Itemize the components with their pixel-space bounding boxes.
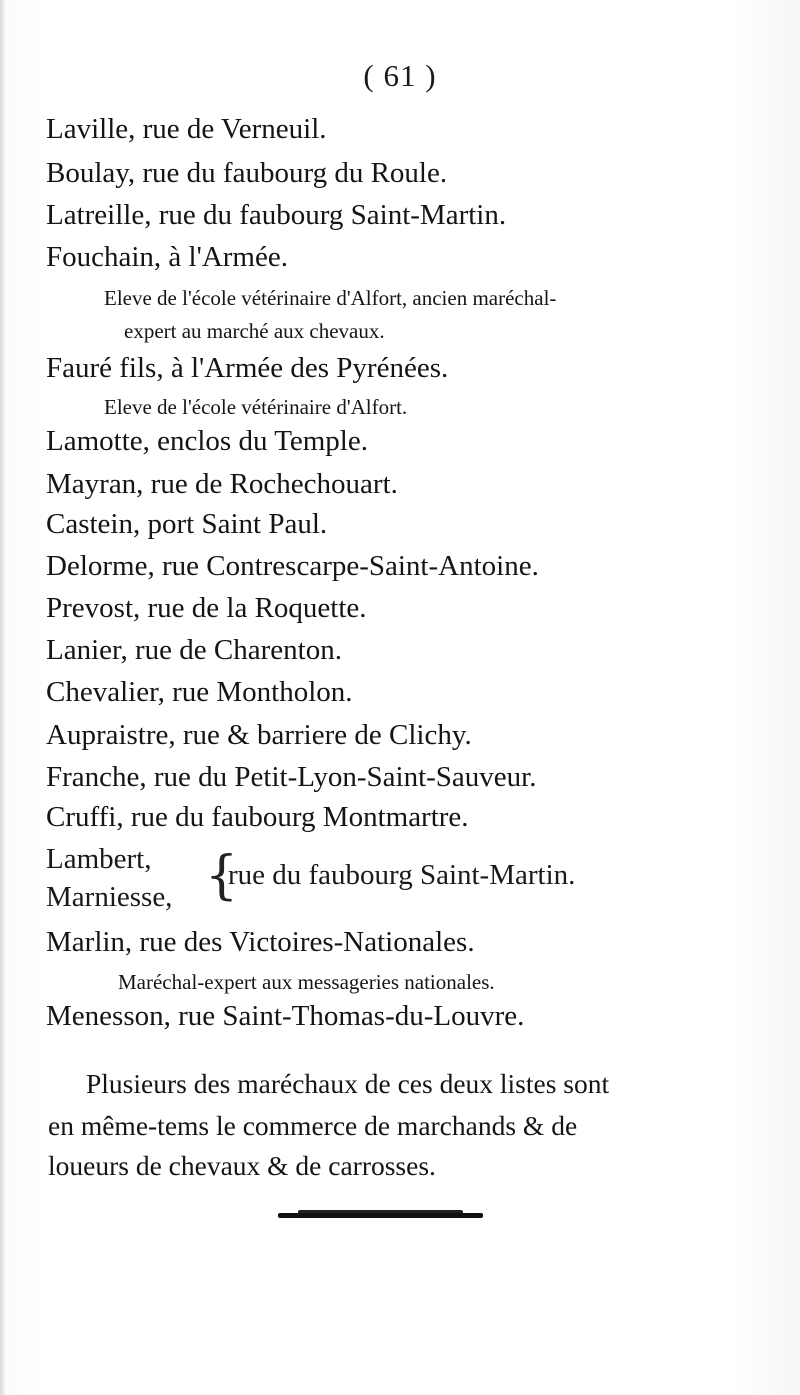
entry-line: Franche, rue du Petit-Lyon-Saint-Sauveur.: [46, 761, 537, 793]
brace-name: Marniesse,: [46, 881, 173, 913]
entry-note: Eleve de l'école vétérinaire d'Alfort.: [104, 395, 408, 419]
entry-line: Lanier, rue de Charenton.: [46, 634, 342, 666]
entry-line: Marlin, rue des Victoires-Nationales.: [46, 926, 475, 958]
page-number: ( 61 ): [363, 58, 437, 93]
entry-line: Fauré fils, à l'Armée des Pyrénées.: [46, 352, 449, 384]
curly-brace-icon: {: [205, 846, 239, 906]
entry-line: Latreille, rue du faubourg Saint-Martin.: [46, 199, 507, 231]
entry-line: Laville, rue de Verneuil.: [46, 113, 327, 145]
entry-line: Cruffi, rue du faubourg Montmartre.: [46, 801, 469, 833]
entry-line: Castein, port Saint Paul.: [46, 508, 328, 540]
entry-line: Prevost, rue de la Roquette.: [46, 592, 367, 624]
entry-note: Maréchal-expert aux messageries nationales.: [118, 970, 495, 994]
entry-line: Delorme, rue Contrescarpe-Saint-Antoine.: [46, 550, 539, 582]
entry-line: Boulay, rue du faubourg du Roule.: [46, 157, 448, 189]
brace-name: Lambert,: [46, 843, 152, 875]
entry-line: Menesson, rue Saint-Thomas-du-Louvre.: [46, 1000, 525, 1032]
entry-line: Chevalier, rue Montholon.: [46, 676, 353, 708]
brace-street: rue du faubourg Saint-Martin.: [228, 859, 576, 891]
ornamental-rule: [278, 1213, 483, 1218]
paragraph-line: en même-tems le commerce de marchands & de: [48, 1110, 578, 1141]
brace-names: [46, 840, 172, 916]
paragraph-line: Plusieurs des maréchaux de ces deux listes sont: [86, 1068, 610, 1099]
page-edge-shadow: [0, 0, 6, 1395]
entry-line: Mayran, rue de Rochechouart.: [46, 468, 398, 500]
entry-line: Fouchain, à l'Armée.: [46, 241, 288, 273]
entry-line: Aupraistre, rue & barriere de Clichy.: [46, 719, 472, 751]
entry-note: Eleve de l'école vétérinaire d'Alfort, ancien maréchal-: [104, 286, 557, 310]
entry-note: expert au marché aux chevaux.: [124, 319, 385, 343]
paragraph-line: loueurs de chevaux & de carrosses.: [48, 1150, 436, 1181]
entry-line: Lamotte, enclos du Temple.: [46, 425, 368, 457]
